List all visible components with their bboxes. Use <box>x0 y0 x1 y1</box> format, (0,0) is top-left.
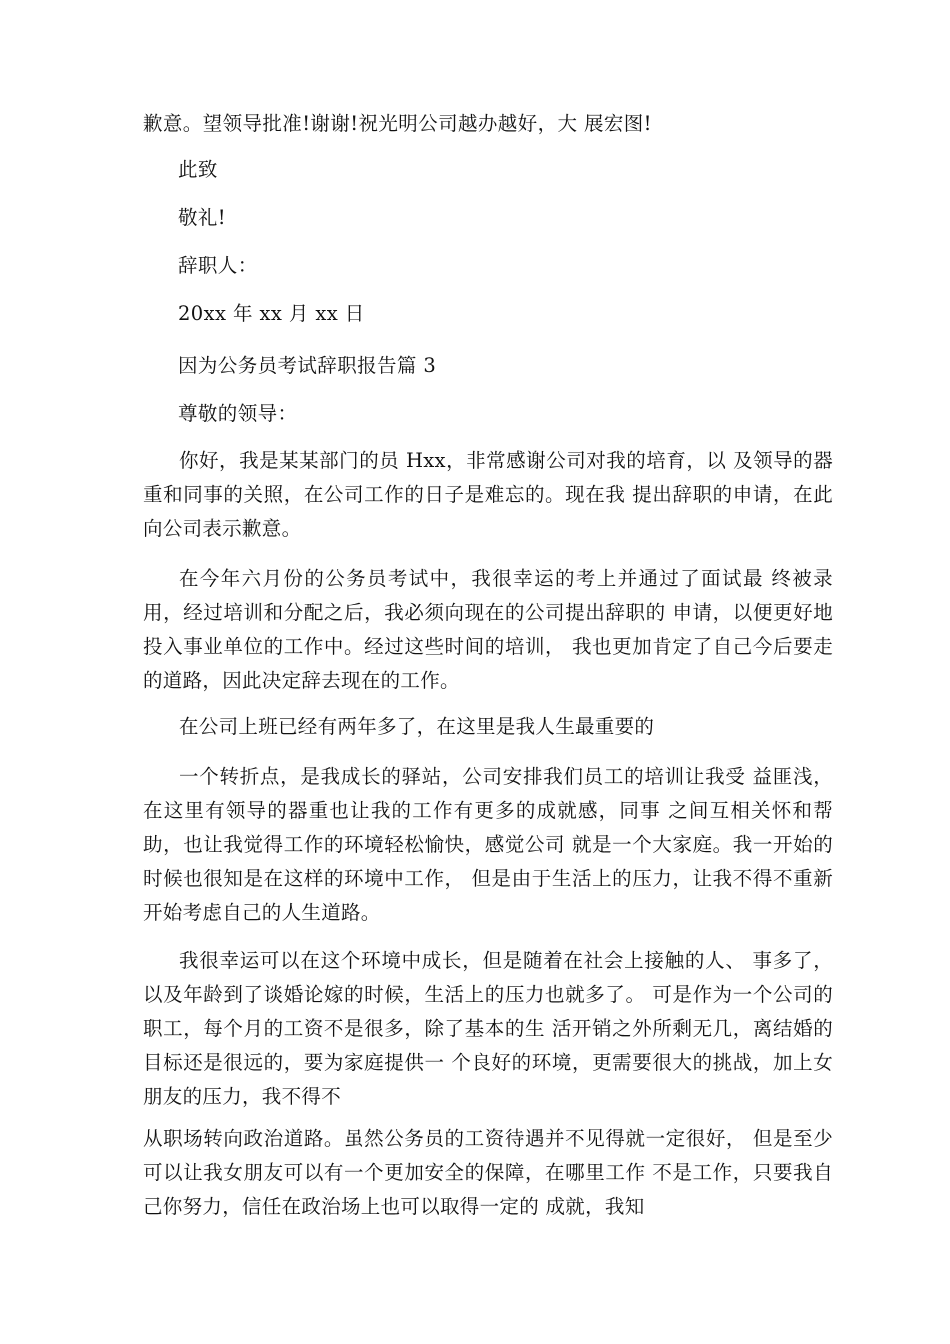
signer-label: 辞职人： <box>178 254 258 277</box>
date-line: 20xx 年 xx 月 xx 日 <box>178 302 365 325</box>
section-title: 因为公务员考试辞职报告篇 3 <box>178 354 437 377</box>
top-line: 歉意。望领导批准!谢谢!祝光明公司越办越好，大 展宏图! <box>143 112 652 135</box>
salutation: 尊敬的领导： <box>178 402 298 425</box>
closing-regards: 此致 <box>178 158 218 181</box>
paragraph-4: 一个转折点，是我成长的驿站，公司安排我们员工的培训让我受 益匪浅，在这里有领导的器重也让我的工作有更多的成就感，同事 之间互相关怀和帮助，也让我觉得工作的环境轻松愉快，感觉公司 就是一个大家庭。我一开始的时候也很知是在这样的环境中工作， 但是由于生活上的压力，让我不得不重新开始考虑自己的人生道路。 <box>143 765 833 924</box>
closing-salute: 敬礼! <box>178 206 227 229</box>
paragraph-1: 你好，我是某某部门的员 Hxx，非常感谢公司对我的培育，以 及领导的器重和同事的关照，在公司工作的日子是难忘的。现在我 提出辞职的申请，在此向公司表示歉意。 <box>143 449 833 540</box>
paragraph-5: 我很幸运可以在这个环境中成长，但是随着在社会上接触的人、 事多了，以及年龄到了谈婚论嫁的时候，生活上的压力也就多了。 可是作为一个公司的职工，每个月的工资不是很多，除了基本的生 活开销之外所剩无几，离结婚的目标还是很远的，要为家庭提供一 个良好的环境，更需要很大的挑战，加上女朋友的压力，我不得不 <box>143 949 833 1108</box>
paragraph-6: 从职场转向政治道路。虽然公务员的工资待遇并不见得就一定很好， 但是至少可以让我女朋友可以有一个更加安全的保障，在哪里工作 不是工作，只要我自己你努力，信任在政治场上也可以取得一定的 成就，我知 <box>143 1127 833 1218</box>
paragraph-3: 在公司上班已经有两年多了，在这里是我人生最重要的 <box>179 715 655 738</box>
paragraph-2: 在今年六月份的公务员考试中，我很幸运的考上并通过了面试最 终被录用，经过培训和分配之后，我必须向现在的公司提出辞职的 申请，以便更好地投入事业单位的工作中。经过这些时间的培训， 我也更加肯定了自己今后要走的道路，因此决定辞去现在的工作。 <box>143 567 833 692</box>
